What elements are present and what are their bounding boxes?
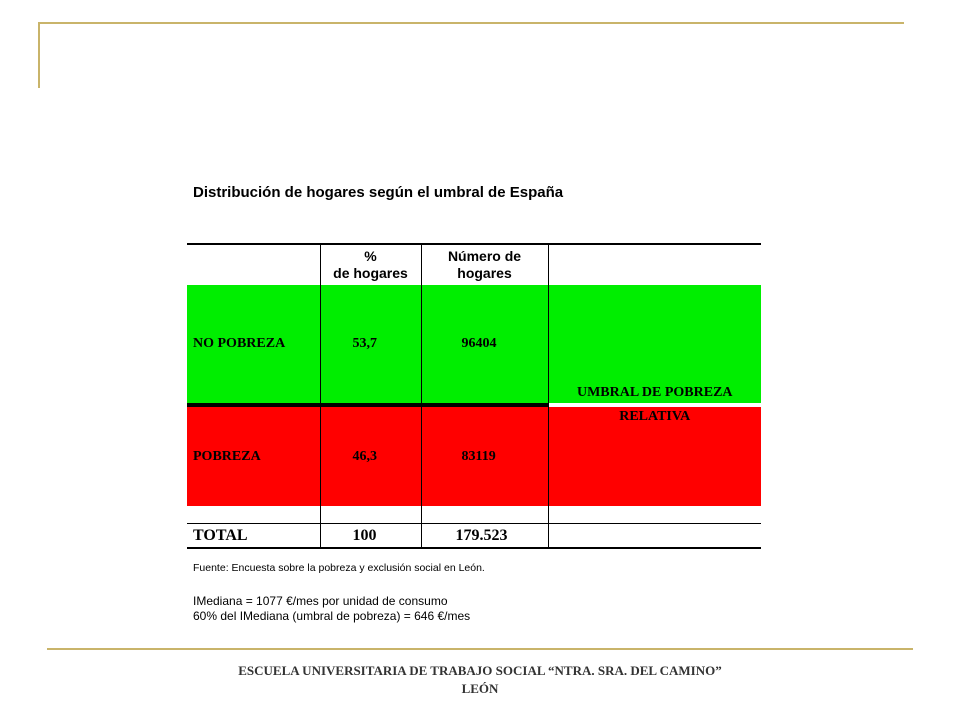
header-pct-line1: % xyxy=(364,248,377,264)
header-count-line1: Número de xyxy=(447,248,522,264)
row-count: 96404 xyxy=(421,285,548,405)
empty-cell xyxy=(320,506,421,524)
total-label: TOTAL xyxy=(187,524,320,549)
table-row-pobreza xyxy=(187,405,761,506)
table-title: Distribución de hogares según el umbral de España xyxy=(193,184,564,201)
total-count: 179.523 xyxy=(421,524,548,549)
header-pct xyxy=(320,244,421,285)
footer-line1: ESCUELA UNIVERSITARIA DE TRABAJO SOCIAL “NTRA. SRA. DEL CAMINO” xyxy=(238,663,722,678)
header-pct-line2: de hogares xyxy=(333,265,408,281)
poverty-threshold-note: 60% del IMediana (umbral de pobreza) = 646 €/mes xyxy=(193,609,471,623)
table-row-no-pobreza xyxy=(187,285,761,405)
median-income-note: IMediana = 1077 €/mes por unidad de consumo xyxy=(193,594,448,608)
header-count-line2: hogares xyxy=(457,265,512,281)
decorative-left-line xyxy=(38,22,40,88)
source-note: Fuente: Encuesta sobre la pobreza y exclusión social en León. xyxy=(193,562,485,574)
table-header-row xyxy=(187,244,761,285)
row-count: 83119 xyxy=(421,405,548,506)
poverty-distribution-table xyxy=(187,243,761,549)
footer xyxy=(0,662,960,698)
total-pct: 100 xyxy=(320,524,421,549)
footer-divider xyxy=(47,648,913,650)
total-empty-cell xyxy=(548,524,761,549)
decorative-top-line xyxy=(39,22,904,24)
threshold-label-line1: UMBRAL DE POBREZA xyxy=(576,385,733,400)
header-count xyxy=(421,244,548,285)
footer-line2: LEÓN xyxy=(461,681,499,696)
empty-cell xyxy=(421,506,548,524)
empty-cell xyxy=(548,506,761,524)
threshold-cell-top xyxy=(548,285,761,405)
header-threshold-cell xyxy=(548,244,761,285)
table-empty-row xyxy=(187,506,761,524)
header-empty-cell xyxy=(187,244,320,285)
table-row-total xyxy=(187,524,761,549)
row-label: NO POBREZA xyxy=(187,285,320,405)
row-pct: 46,3 xyxy=(320,405,421,506)
threshold-label-line2: RELATIVA xyxy=(619,409,691,424)
row-label: POBREZA xyxy=(187,405,320,506)
threshold-cell-bottom xyxy=(548,405,761,506)
row-pct: 53,7 xyxy=(320,285,421,405)
empty-cell xyxy=(187,506,320,524)
